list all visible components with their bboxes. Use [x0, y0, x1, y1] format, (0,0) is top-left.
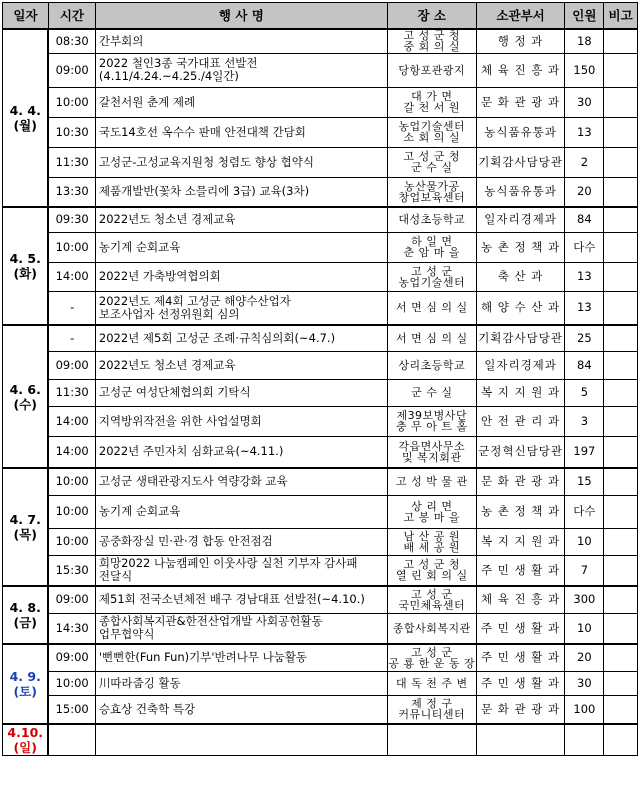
- day-cell: [3, 29, 49, 207]
- event-count: 150: [565, 53, 604, 87]
- event-name: [95, 555, 387, 586]
- table-row: [3, 87, 638, 117]
- event-place-line: 고 성 군 청: [403, 29, 461, 43]
- event-dept: 기획감사담당관: [476, 325, 565, 351]
- table-row: [3, 29, 638, 53]
- event-place: [387, 325, 476, 351]
- event-dept: 일자리경제과: [476, 207, 565, 232]
- event-name-line: 전달식: [98, 569, 133, 584]
- event-time: 10:00: [48, 232, 95, 262]
- table-row: [3, 262, 638, 291]
- event-time: 11:30: [48, 379, 95, 406]
- event-dept: 문 화 관 광 과: [476, 468, 565, 495]
- event-note: [604, 177, 638, 207]
- event-dept: 문 화 관 광 과: [476, 87, 565, 117]
- event-time: 15:30: [48, 555, 95, 586]
- event-time: 14:00: [48, 436, 95, 468]
- event-name-line: 2022년도 청소년 경제교육: [98, 212, 236, 227]
- event-note: [604, 495, 638, 528]
- header-dept: 소관부서: [476, 3, 565, 30]
- header-count: 인원: [565, 3, 604, 30]
- event-place: [387, 29, 476, 53]
- event-name-line: 2022년도 청소년 경제교육: [98, 357, 236, 372]
- event-place: [387, 671, 476, 695]
- event-place-line: 하 일 면: [411, 235, 453, 248]
- table-row: [3, 495, 638, 528]
- event-name: [95, 528, 387, 555]
- event-place: [387, 406, 476, 436]
- event-place-line: 상 리 면: [411, 499, 453, 513]
- event-note: [604, 351, 638, 379]
- day-cell: [3, 724, 49, 756]
- day-date: 4. 7.: [9, 512, 41, 527]
- event-note: [604, 586, 638, 613]
- event-name: [95, 147, 387, 177]
- event-name: [95, 406, 387, 436]
- event-place: [387, 87, 476, 117]
- event-time: -: [48, 325, 95, 351]
- event-time: 15:00: [48, 695, 95, 724]
- event-note: [604, 406, 638, 436]
- day-weekday: (토): [13, 684, 37, 699]
- table-row: [3, 671, 638, 695]
- event-name-line: 농기계 순회교육: [98, 239, 181, 254]
- event-time: 09:00: [48, 53, 95, 87]
- table-row: [3, 695, 638, 724]
- event-note: [604, 613, 638, 644]
- event-note: [604, 262, 638, 291]
- event-name: [95, 644, 387, 671]
- event-count: 13: [565, 262, 604, 291]
- event-note: [604, 468, 638, 495]
- event-time: 09:00: [48, 586, 95, 613]
- event-time: 10:00: [48, 528, 95, 555]
- event-name: [95, 291, 387, 325]
- header-place: 장 소: [387, 3, 476, 30]
- event-name-line: 川따라줍깅 활동: [98, 675, 181, 690]
- event-name-line: 2022년 주민자치 심화교육(~4.11.): [98, 444, 284, 459]
- event-dept: 농식품유통과: [476, 177, 565, 207]
- event-time: -: [48, 291, 95, 325]
- event-place: [387, 528, 476, 555]
- event-time: [48, 724, 95, 756]
- event-dept: 기획감사담당관: [476, 147, 565, 177]
- day-date: 4. 4.: [9, 103, 41, 118]
- day-date: 4. 8.: [9, 600, 41, 615]
- event-time: 13:30: [48, 177, 95, 207]
- event-place-line: 제39보병사단: [396, 409, 468, 422]
- event-place: [387, 262, 476, 291]
- table-row: [3, 406, 638, 436]
- table-row: [3, 325, 638, 351]
- day-cell: [3, 468, 49, 586]
- event-place-line: 당항포관광지: [398, 63, 466, 77]
- event-place-line: 서 면 심 의 실: [395, 331, 468, 345]
- event-count: 84: [565, 351, 604, 379]
- table-row: [3, 724, 638, 756]
- event-place-line: 공 룡 한 운 동 장: [388, 656, 476, 670]
- event-note: [604, 117, 638, 147]
- event-name: [95, 671, 387, 695]
- event-note: [604, 644, 638, 671]
- event-place: [387, 207, 476, 232]
- event-dept: 주 민 생 활 과: [476, 555, 565, 586]
- table-row: [3, 379, 638, 406]
- table-row: [3, 117, 638, 147]
- event-place-line: 농산물가공: [403, 179, 460, 193]
- event-time: 08:30: [48, 29, 95, 53]
- event-name: [95, 436, 387, 468]
- event-dept: 안 전 관 리 과: [476, 406, 565, 436]
- header-date: 일자: [3, 3, 49, 30]
- event-name-line: 종합사회복지관&한전산업개발 사회공헌활동: [98, 614, 323, 629]
- event-place: [387, 468, 476, 495]
- event-name-line: 2022 철인3종 국가대표 선발전: [98, 56, 258, 70]
- event-name-line: 2022년도 제4회 고성군 해양수산업자: [98, 293, 291, 308]
- event-note: [604, 724, 638, 756]
- event-place: [387, 379, 476, 406]
- event-time: 10:00: [48, 468, 95, 495]
- event-name: [95, 495, 387, 528]
- event-note: [604, 147, 638, 177]
- day-weekday: (화): [13, 266, 37, 281]
- event-name-line: 승효상 건축학 특강: [98, 701, 196, 716]
- event-place: [387, 117, 476, 147]
- event-dept: 체 육 진 흥 과: [476, 586, 565, 613]
- event-place-line: 남 산 공 원: [403, 529, 461, 543]
- event-time: 10:00: [48, 671, 95, 695]
- table-row: [3, 232, 638, 262]
- table-row: [3, 177, 638, 207]
- day-date: 4.10.: [7, 725, 44, 740]
- event-place-line: 대 가 면: [411, 90, 453, 103]
- event-dept: 농 촌 정 책 과: [476, 495, 565, 528]
- header-row: [3, 3, 638, 30]
- event-name: [95, 232, 387, 262]
- day-date: 4. 9.: [9, 669, 41, 684]
- day-cell: [3, 586, 49, 644]
- event-dept: 주 민 생 활 과: [476, 613, 565, 644]
- event-note: [604, 53, 638, 87]
- event-place-line: 농업기술센터: [398, 120, 466, 133]
- event-count: 84: [565, 207, 604, 232]
- event-place-line: 충 무 아 트 홀: [395, 420, 468, 433]
- event-count: 25: [565, 325, 604, 351]
- event-dept: 주 민 생 활 과: [476, 671, 565, 695]
- event-dept: 행 정 과: [476, 29, 565, 53]
- event-count: 20: [565, 644, 604, 671]
- event-name-line: 공중화장실 민·관·경 합동 안전점검: [98, 534, 273, 548]
- table-row: [3, 644, 638, 671]
- table-row: [3, 555, 638, 586]
- event-dept: 군정혁신담당관: [476, 436, 565, 468]
- event-place: [387, 555, 476, 586]
- day-weekday: (금): [13, 615, 37, 630]
- table-row: [3, 351, 638, 379]
- table-row: [3, 207, 638, 232]
- event-time: 09:30: [48, 207, 95, 232]
- day-weekday: (목): [13, 527, 37, 542]
- event-dept: 농식품유통과: [476, 117, 565, 147]
- event-place-line: 고 봉 마 을: [403, 510, 461, 524]
- event-name: [95, 379, 387, 406]
- event-note: [604, 695, 638, 724]
- event-name: [95, 53, 387, 87]
- event-time: 11:30: [48, 147, 95, 177]
- event-name-line: 간부회의: [98, 33, 144, 48]
- event-count: 7: [565, 555, 604, 586]
- event-note: [604, 555, 638, 586]
- event-place-line: 대 독 천 주 변: [395, 676, 468, 690]
- event-name-line: 고성군-고성교육지원청 청렴도 향상 협약식: [98, 154, 314, 169]
- event-place-line: 중 회 의 실: [403, 40, 461, 53]
- event-time: 09:00: [48, 351, 95, 379]
- event-place-line: 국민체육센터: [398, 598, 466, 612]
- event-name: [95, 351, 387, 379]
- event-place-line: 배 세 공 원: [403, 540, 461, 554]
- event-place-line: 각읍면사무소: [398, 439, 466, 453]
- table-row: [3, 291, 638, 325]
- event-place-line: 군 수 실: [411, 386, 453, 399]
- event-count: 다수: [565, 232, 604, 262]
- event-dept: 복 지 지 원 과: [476, 379, 565, 406]
- event-count: 30: [565, 671, 604, 695]
- event-count: 15: [565, 468, 604, 495]
- event-place-line: 고 성 군: [411, 264, 453, 278]
- event-name-line: 제51회 전국소년체전 배구 경남대표 선발전(~4.10.): [98, 592, 365, 607]
- event-place: [387, 232, 476, 262]
- event-place-line: 고 성 군 청: [403, 558, 461, 572]
- table-row: [3, 436, 638, 468]
- event-note: [604, 671, 638, 695]
- event-name: [95, 325, 387, 351]
- day-date: 4. 6.: [9, 381, 41, 397]
- schedule-body: [3, 29, 638, 756]
- event-note: [604, 87, 638, 117]
- day-weekday: (수): [13, 396, 37, 412]
- event-dept: 복 지 지 원 과: [476, 528, 565, 555]
- event-name: [95, 586, 387, 613]
- event-name-line: 고성군 생태관광지도사 역량강화 교육: [98, 474, 288, 489]
- event-count: 197: [565, 436, 604, 468]
- event-name-line: 갈천서원 춘계 제례: [98, 94, 196, 109]
- event-name: [95, 177, 387, 207]
- event-dept: 체 육 진 흥 과: [476, 53, 565, 87]
- event-place-line: 농업기술센터: [398, 275, 466, 289]
- event-count: 3: [565, 406, 604, 436]
- event-place-line: 및 복지회관: [401, 450, 462, 464]
- event-name-line: (4.11/4.24.~4.25./4일간): [98, 69, 239, 83]
- schedule-table: [2, 2, 638, 756]
- event-count: [565, 724, 604, 756]
- event-count: 20: [565, 177, 604, 207]
- event-place: [387, 291, 476, 325]
- event-time: 14:30: [48, 613, 95, 644]
- event-count: 300: [565, 586, 604, 613]
- day-date: 4. 5.: [9, 251, 41, 266]
- header-time: 시간: [48, 3, 95, 30]
- event-name-line: 희망2022 나눔캠페인 이웃사랑 실천 기부자 감사패: [98, 556, 358, 571]
- event-name: [95, 468, 387, 495]
- table-row: [3, 528, 638, 555]
- event-place-line: 고 성 박 물 관: [395, 475, 468, 489]
- event-count: 13: [565, 291, 604, 325]
- event-name: [95, 29, 387, 53]
- event-name-line: 업무협약식: [98, 627, 155, 642]
- event-place: [387, 53, 476, 87]
- event-place-line: 고 성 군: [411, 587, 453, 601]
- event-place: [387, 147, 476, 177]
- table-row: [3, 53, 638, 87]
- event-place-line: 대성초등학교: [398, 213, 466, 227]
- event-name-line: 국도14호선 옥수수 판매 안전대책 간담회: [98, 124, 306, 139]
- event-place: [387, 586, 476, 613]
- event-dept: 해 양 수 산 과: [476, 291, 565, 325]
- event-note: [604, 29, 638, 53]
- event-place-line: 커뮤니티센터: [398, 708, 466, 722]
- event-name: [95, 695, 387, 724]
- event-place: [387, 724, 476, 756]
- event-place-line: 서 면 심 의 실: [395, 301, 468, 315]
- event-place: [387, 613, 476, 644]
- event-place: [387, 177, 476, 207]
- event-name-line: 지역방위작전을 위한 사업설명회: [98, 413, 262, 428]
- event-name: [95, 117, 387, 147]
- event-count: 다수: [565, 495, 604, 528]
- event-name: [95, 613, 387, 644]
- event-name: [95, 724, 387, 756]
- event-count: 30: [565, 87, 604, 117]
- day-cell: [3, 207, 49, 325]
- header-event: 행 사 명: [95, 3, 387, 30]
- event-dept: 축 산 과: [476, 262, 565, 291]
- event-count: 10: [565, 613, 604, 644]
- event-dept: 일자리경제과: [476, 351, 565, 379]
- event-place-line: 소 회 의 실: [403, 131, 461, 144]
- event-count: 13: [565, 117, 604, 147]
- event-time: 10:30: [48, 117, 95, 147]
- event-time: 10:00: [48, 495, 95, 528]
- event-place: [387, 436, 476, 468]
- event-place-line: 고 성 군 청: [403, 150, 461, 163]
- header-note: 비고: [604, 3, 638, 30]
- event-note: [604, 232, 638, 262]
- event-count: 18: [565, 29, 604, 53]
- event-place-line: 상리초등학교: [398, 358, 466, 372]
- day-cell: [3, 644, 49, 724]
- day-cell: [3, 325, 49, 468]
- event-place-line: 종합사회복지관: [392, 621, 471, 635]
- event-place-line: 열 린 회 의 실: [395, 569, 468, 583]
- event-note: [604, 207, 638, 232]
- event-name-line: '뻔뻔한(Fun Fun)기부'반려나무 나눔활동: [98, 650, 308, 665]
- event-name: [95, 207, 387, 232]
- event-count: 5: [565, 379, 604, 406]
- day-weekday: (일): [13, 740, 37, 755]
- event-name: [95, 262, 387, 291]
- event-time: 14:00: [48, 406, 95, 436]
- event-count: 2: [565, 147, 604, 177]
- day-weekday: (월): [13, 118, 37, 133]
- event-place-line: 군 수 실: [411, 161, 453, 174]
- table-row: [3, 613, 638, 644]
- table-row: [3, 586, 638, 613]
- event-dept: 농 촌 정 책 과: [476, 232, 565, 262]
- event-note: [604, 528, 638, 555]
- event-dept: 주 민 생 활 과: [476, 644, 565, 671]
- table-row: [3, 147, 638, 177]
- event-place-line: 춘 암 마 을: [403, 246, 461, 259]
- event-dept: 문 화 관 광 과: [476, 695, 565, 724]
- event-time: 09:00: [48, 644, 95, 671]
- event-name: [95, 87, 387, 117]
- event-name-line: 2022년 가축방역협의회: [98, 269, 221, 283]
- event-place-line: 제 정 구: [411, 697, 453, 711]
- event-name-line: 고성군 여성단체협의회 기탁식: [98, 385, 251, 399]
- event-time: 14:00: [48, 262, 95, 291]
- event-note: [604, 291, 638, 325]
- event-place-line: 고 성 군: [411, 645, 453, 659]
- event-count: 10: [565, 528, 604, 555]
- event-name-line: 보조사업자 선정위원회 심의: [98, 306, 240, 321]
- event-note: [604, 325, 638, 351]
- event-place: [387, 351, 476, 379]
- event-place: [387, 495, 476, 528]
- event-count: 100: [565, 695, 604, 724]
- event-place: [387, 644, 476, 671]
- event-note: [604, 379, 638, 406]
- event-name-line: 제품개발반(꽃차 소믈리에 3급) 교육(3차): [98, 184, 310, 199]
- event-dept: [476, 724, 565, 756]
- event-place: [387, 695, 476, 724]
- event-note: [604, 436, 638, 468]
- table-row: [3, 468, 638, 495]
- event-name-line: 2022년 제5회 고성군 조례·규칙심의회(~4.7.): [98, 330, 336, 345]
- event-place-line: 창업보육센터: [398, 190, 466, 204]
- event-name-line: 농기계 순회교육: [98, 504, 181, 518]
- event-time: 10:00: [48, 87, 95, 117]
- event-place-line: 갈 천 서 원: [403, 101, 461, 114]
